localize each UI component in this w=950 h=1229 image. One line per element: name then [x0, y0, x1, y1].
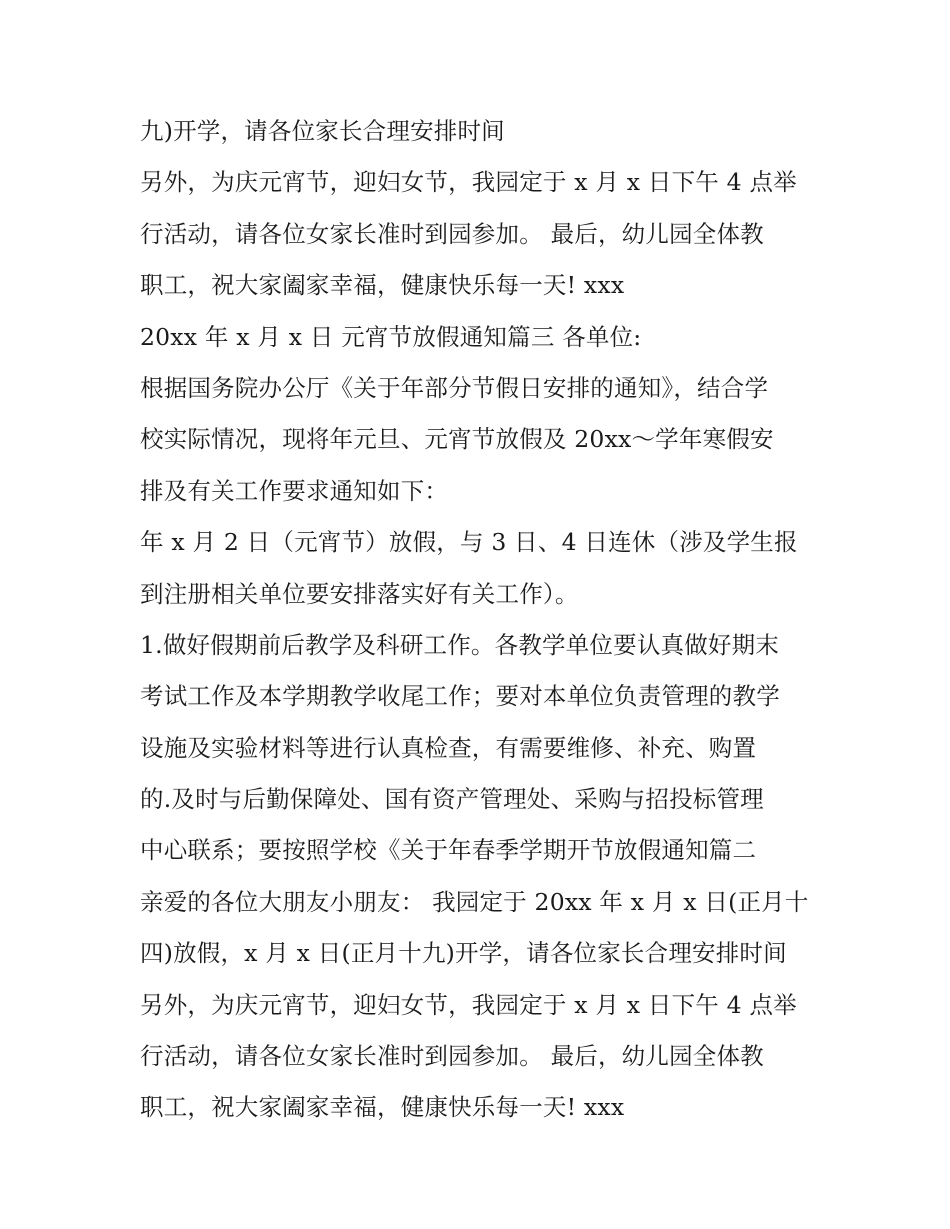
text-line: 的.及时与后勤保障处、国有资产管理处、采购与招投标管理	[140, 785, 764, 814]
text-line: 九)开学，请各位家长合理安排时间	[140, 117, 505, 145]
text-line: 1.做好假期前后教学及科研工作。各教学单位要认真做好期末	[140, 630, 780, 659]
text-line: 行活动，请各位女家长准时到园参加。 最后，幼儿园全体教	[140, 1042, 764, 1071]
text-line: 行活动，请各位女家长准时到园参加。 最后，幼儿园全体教	[140, 219, 764, 248]
text-line: 年 x 月 2 日（元宵节）放假，与 3 日、4 日连休（涉及学生报	[140, 528, 798, 557]
text-line: 20xx 年 x 月 x 日 元宵节放假通知篇三 各单位:	[140, 322, 642, 351]
text-line: 考试工作及本学期教学收尾工作；要对本单位负责管理的教学	[140, 682, 780, 711]
text-line: 到注册相关单位要安排落实好有关工作）。	[140, 579, 579, 608]
text-line: 亲爱的各位大朋友小朋友： 我园定于 20xx 年 x 月 x 日(正月十	[140, 887, 809, 916]
text-line: 职工，祝大家阖家幸福，健康快乐每一天! xxx	[140, 271, 625, 300]
document-body	[140, 106, 830, 1134]
text-line: 四)放假，x 月 x 日(正月十九)开学，请各位家长合理安排时间	[140, 939, 787, 968]
text-line: 设施及实验材料等进行认真检查，有需要维修、补充、购置	[140, 733, 757, 762]
text-line: 根据国务院办公厅《关于年部分节假日安排的通知》，结合学	[140, 373, 769, 402]
text-line: 另外，为庆元宵节，迎妇女节，我园定于 x 月 x 日下午 4 点举	[140, 168, 797, 197]
text-line: 职工，祝大家阖家幸福，健康快乐每一天! xxx	[140, 1093, 625, 1122]
text-line: 校实际情况，现将年元旦、元宵节放假及 20xx～学年寒假安	[140, 425, 774, 454]
text-line: 排及有关工作要求通知如下：	[140, 476, 449, 505]
text-line: 另外，为庆元宵节，迎妇女节，我园定于 x 月 x 日下午 4 点举	[140, 990, 797, 1019]
text-line: 中心联系；要按照学校《关于年春季学期开节放假通知篇二	[140, 836, 757, 865]
